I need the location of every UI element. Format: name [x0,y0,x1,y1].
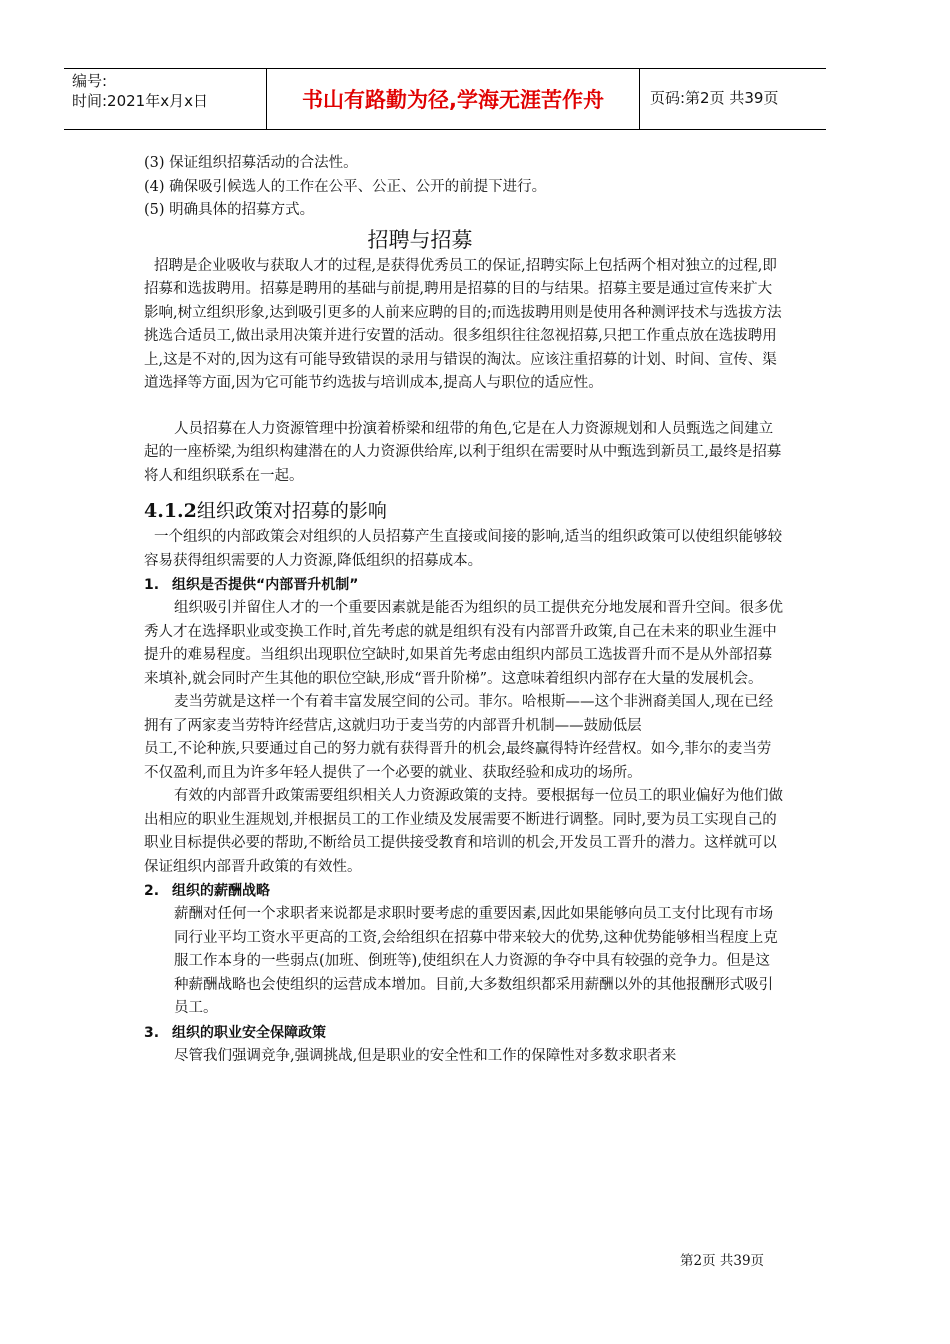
header-meta [72,71,268,127]
spacer [144,396,784,418]
page-footer: 第2页 共39页 [680,1253,765,1269]
paragraph: 人员招募在人力资源管理中扮演着桥梁和纽带的角色,它是在人力资源规划和人员甄选之间建立起的一座桥梁,为组织构建潜在的人力资源供给库,以利于组织在需要时从中甄选到新员工,最终是招募将人和组织联系在一起。 [144,420,782,484]
subheading-number: 3. [144,1024,160,1041]
header-page-number: 页码:第2页 共39页 [650,89,779,107]
paragraph: 招聘是企业吸收与获取人才的过程,是获得优秀员工的保证,招聘实际上包括两个相对独立的过程,即招募和选拔聘用。招募是聘用的基础与前提,聘用是招募的目的与结果。招募主要是通过宣传来扩大影响,树立组织形象,达到吸引更多的人前来应聘的目的;而选拔聘用则是使用各种测评技术与选拔方法挑选合适员工,做出录用决策并进行安置的活动。很多组织往往忽视招募,只把工作重点放在选拔聘用上,这是不对的,因为这有可能导致错误的录用与错误的淘汰。应该注重招募的计划、时间、宣传、渠道选择等方面,因为它可能节约选拔与培训成本,提高人与职位的适应性。 [144,257,782,391]
paragraph: 一个组织的内部政策会对组织的人员招募产生直接或间接的影响,适当的组织政策可以使组织能够较容易获得组织需要的人力资源,降低组织的招募成本。 [144,529,783,569]
header-time: 时间:2021年x月x日 [72,92,208,110]
header-number: 编号: [72,72,108,90]
section-heading: 招聘与招募 [367,227,473,252]
section-title-text: 组织政策对招募的影响 [196,500,387,522]
subheading-text: 组织是否提供“内部晋升机制” [172,577,359,593]
paragraph: 尽管我们强调竞争,强调挑战,但是职业的安全性和工作的保障性对多数求职者来 [174,1047,677,1064]
paragraph: 薪酬对任何一个求职者来说都是求职时要考虑的重要因素,因此如果能够向员工支付比现有市场同行业平均工资水平更高的工资,会给组织在招募中带来较大的优势,这种优势能够相当程度上克服工作本身的一些弱点(加班、倒班等),使组织在人力资源的争夺中具有较强的竞争力。但是这种薪酬战略也会使组织的运营成本增加。目前,大多数组织都采用薪酬以外的其他报酬形式吸引员工。 [174,906,778,1016]
subheading-text: 组织的薪酬战略 [172,883,270,899]
subheading [144,1021,784,1045]
page-header [64,68,826,130]
document-body [144,152,784,1068]
section-title [144,496,784,526]
paragraph: 员工,不论种族,只要通过自己的努力就有获得晋升的机会,最终赢得特许经营权。如今,菲尔的麦当劳不仅盈利,而且为许多年轻人提供了一个必要的就业、获取经验和成功的场所。 [144,741,772,781]
header-motto: 书山有路勤为径,学海无涯苦作舟 [266,69,640,129]
paragraph: 组织吸引并留住人才的一个重要因素就是能否为组织的员工提供充分地发展和晋升空间。很多优秀人才在选择职业或变换工作时,首先考虑的就是组织有没有内部晋升政策,自己在未来的职业生涯中提升的难易程度。当组织出现职位空缺时,如果首先考虑由组织内部员工选拔晋升而不是从外部招募来填补,就会同时产生其他的职位空缺,形成“晋升阶梯”。这意味着组织内部存在大量的发展机会。 [144,600,783,687]
subheading-number: 2. [144,883,160,899]
list-item: (5) 明确具体的招募方式。 [144,202,315,218]
section-number: 4.1.2 [144,500,197,522]
paragraph: 有效的内部晋升政策需要组织相关人力资源政策的支持。要根据每一位员工的职业偏好为他们做出相应的职业生涯规划,并根据员工的工作业绩及发展需要不断进行调整。同时,要为员工实现自己的职业目标提供必要的帮助,不断给员工提供接受教育和培训的机会,开发员工晋升的潜力。这样就可以保证组织内部晋升政策的有效性。 [144,788,783,875]
subheading [144,573,784,597]
subheading-number: 1. [144,577,160,593]
list-item: (4) 确保吸引候选人的工作在公平、公正、公开的前提下进行。 [144,178,547,195]
subheading [144,879,784,903]
paragraph: 麦当劳就是这样一个有着丰富发展空间的公司。菲尔。哈根斯——这个非洲裔美国人,现在已经拥有了两家麦当劳特许经营店,这就归功于麦当劳的内部晋升机制——鼓励低层 [144,694,774,734]
subheading-text: 组织的职业安全保障政策 [172,1024,326,1041]
list-item: (3) 保证组织招募活动的合法性。 [144,155,358,171]
